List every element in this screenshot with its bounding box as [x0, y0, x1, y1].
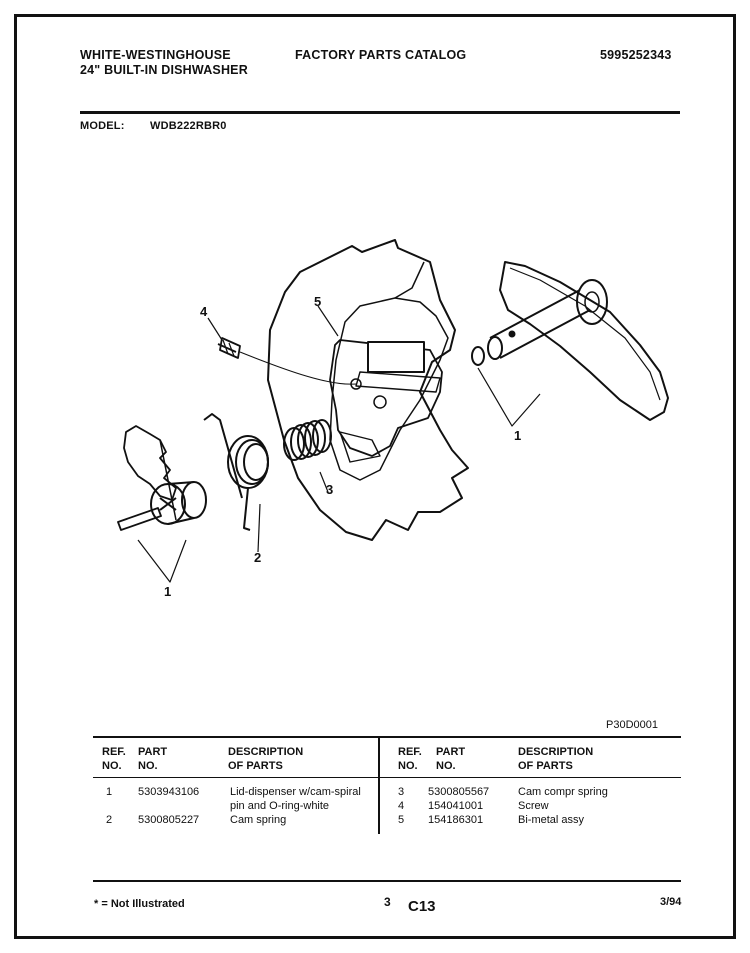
table-row-ref: 5 [398, 814, 405, 826]
table-row-part: 5300805567 [428, 786, 490, 798]
header-ref-left: REF. NO. [102, 746, 126, 772]
section-code: C13 [408, 898, 436, 915]
table-row-desc: Cam compr spring [518, 786, 608, 798]
callout-4: 4 [200, 304, 208, 319]
catalog-number: 5995252343 [600, 48, 672, 62]
table-row-desc: Lid-dispenser w/cam-spiral pin and O-ring-white [230, 786, 361, 812]
screw [218, 338, 240, 358]
small-cam-lid [124, 426, 176, 500]
lid-dispenser-housing [268, 240, 468, 540]
footer-rule [93, 880, 681, 882]
table-row-part: 5303943106 [138, 786, 200, 798]
callout-2: 2 [254, 550, 262, 565]
o-ring [472, 347, 484, 365]
header-part-right: PART NO. [436, 746, 466, 772]
callout-5: 5 [314, 294, 322, 309]
cam-spring [204, 414, 268, 530]
callout-3: 3 [326, 482, 334, 497]
brand-name: WHITE-WESTINGHOUSE [80, 48, 231, 62]
table-row-part: 154041001 [428, 800, 484, 812]
callout-1-left: 1 [164, 584, 172, 599]
catalog-title: FACTORY PARTS CATALOG [295, 48, 467, 62]
header-desc-left: DESCRIPTION OF PARTS [228, 746, 304, 772]
table-divider [378, 738, 380, 834]
revision-date: 3/94 [660, 896, 682, 908]
table-row-part: 5300805227 [138, 814, 200, 826]
callout-1-right: 1 [514, 428, 522, 443]
product-name: 24" BUILT-IN DISHWASHER [80, 63, 248, 77]
table-row-ref: 4 [398, 800, 405, 812]
table-row-ref: 3 [398, 786, 405, 798]
cam-compression-spring [284, 420, 331, 460]
table-header-rule [93, 777, 681, 778]
pin [118, 508, 161, 530]
table-row-ref: 1 [106, 786, 113, 798]
table-row-desc: Screw [518, 800, 549, 812]
table-top-rule [93, 736, 681, 738]
model-label: MODEL: [80, 120, 125, 132]
cam-wheel [500, 262, 668, 420]
figure-code: P30D0001 [606, 719, 658, 731]
cam-hub [151, 482, 206, 524]
table-row-part: 154186301 [428, 814, 484, 826]
table-row-desc: Bi-metal assy [518, 814, 585, 826]
table-row-ref: 2 [106, 814, 113, 826]
header-desc-right: DESCRIPTION OF PARTS [518, 746, 594, 772]
table-row-desc: Cam spring [230, 814, 287, 826]
page-number: 3 [384, 895, 391, 909]
header-part-left: PART NO. [138, 746, 168, 772]
header-ref-right: REF. NO. [398, 746, 422, 772]
model-number: WDB222RBR0 [150, 120, 227, 132]
not-illustrated-note: * = Not Illustrated [94, 898, 185, 910]
